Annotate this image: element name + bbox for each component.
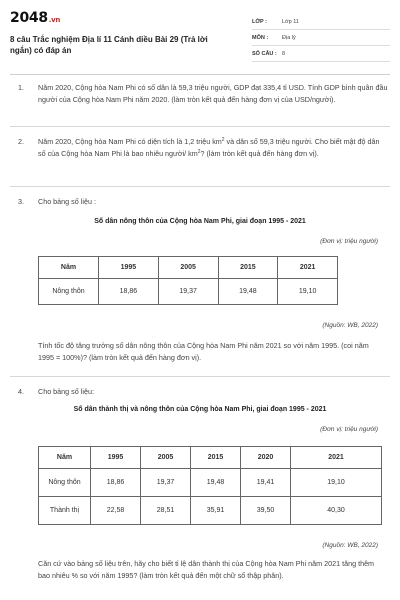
meta-row-subject (252, 30, 390, 46)
table-cell: 18,86 (99, 279, 159, 305)
urban-rural-population-table (38, 446, 382, 525)
question-3 (18, 196, 388, 208)
question-number: 2. (18, 137, 24, 146)
question-number: 3. (18, 197, 24, 206)
table-cell: 22,58 (91, 497, 141, 525)
question-number: 4. (18, 387, 24, 396)
rural-population-table (38, 256, 338, 305)
table-cell: 19,10 (291, 469, 382, 497)
table-cell: Nông thôn (39, 469, 91, 497)
table-header-cell: Năm (39, 447, 91, 469)
meta-row-grade (252, 14, 390, 30)
table-cell: Nông thôn (39, 279, 99, 305)
table-header-cell: 2015 (191, 447, 241, 469)
table-header-cell: 2021 (278, 257, 338, 279)
table-cell: 19,41 (241, 469, 291, 497)
table-header-cell: 2005 (158, 257, 218, 279)
table-row (39, 279, 338, 305)
superscript: 2 (221, 137, 225, 143)
question-intro: Cho bảng số liệu: (38, 387, 94, 396)
table-cell: 19,48 (191, 469, 241, 497)
table-cell: 19,37 (141, 469, 191, 497)
meta-box (252, 14, 390, 62)
table-header-cell: 2021 (291, 447, 382, 469)
table-header-row (39, 447, 382, 469)
table-header-cell: 2020 (241, 447, 291, 469)
logo-suffix: .vn (48, 16, 61, 24)
question-4 (18, 386, 388, 398)
table-cell: 19,37 (158, 279, 218, 305)
document-header (10, 10, 390, 70)
table-source: (Nguồn: WB, 2022) (322, 322, 378, 329)
meta-value: Địa lý (282, 34, 296, 41)
table-cell: 19,48 (218, 279, 278, 305)
table-cell: 19,10 (278, 279, 338, 305)
table-cell: Thành thị (39, 497, 91, 525)
table-cell: 39,50 (241, 497, 291, 525)
table-row (39, 497, 382, 525)
meta-value: Lớp 11 (282, 18, 299, 25)
meta-key: SỐ CÂU : (252, 50, 277, 57)
question-2 (18, 136, 388, 160)
table-cell: 40,30 (291, 497, 382, 525)
table-unit: (Đơn vị: triệu người) (320, 426, 378, 433)
table-cell: 28,51 (141, 497, 191, 525)
question-intro: Cho bảng số liệu : (38, 197, 96, 206)
table-header-cell: 1995 (99, 257, 159, 279)
meta-key: LỚP : (252, 18, 267, 25)
table-cell: 18,86 (91, 469, 141, 497)
table-header-cell: 2015 (218, 257, 278, 279)
question-text-part: ? (làm tròn kết quả đến hàng đơn vị). (200, 149, 319, 158)
meta-value: 8 (282, 50, 286, 57)
table-header-cell: Năm (39, 257, 99, 279)
table-header-row (39, 257, 338, 279)
table-source: (Nguồn: WB, 2022) (322, 542, 378, 549)
question-text: Năm 2020, Cộng hòa Nam Phi có số dân là 59,3 triệu người, GDP đạt 335,4 tỉ USD. Tính GDP bình quân đầu người của Cộng hòa Nam Phi năm 2020. (làm tròn kết quả đến hàng đơn vị của USD/người). (38, 83, 388, 104)
meta-key: MÔN : (252, 34, 269, 41)
logo-main: 2048 (10, 10, 48, 26)
question-divider (10, 126, 390, 127)
site-logo[interactable] (10, 10, 60, 26)
table-title: Số dân nông thôn của Cộng hòa Nam Phi, giai đoạn 1995 - 2021 (94, 218, 306, 225)
superscript: 2 (197, 149, 201, 155)
table-cell: 35,91 (191, 497, 241, 525)
question-3-prompt: Tính tốc độ tăng trưởng số dân nông thôn của Cộng hòa Nam Phi năm 2021 so với năm 1995. (coi năm 1995 = 100%)? (làm tròn kết quả đến hàng đơn vị). (38, 341, 369, 362)
table-header-cell: 2005 (141, 447, 191, 469)
document-title: 8 câu Trắc nghiệm Địa lí 11 Cánh diều Bài 29 (Trả lời ngắn) có đáp án (10, 35, 208, 55)
question-text-part: Năm 2020, Cộng hòa Nam Phi có diện tích là 1,2 triệu km (38, 137, 222, 146)
table-row (39, 469, 382, 497)
table-header-cell: 1995 (91, 447, 141, 469)
table-title: Số dân thành thị và nông thôn của Cộng hòa Nam Phi, giai đoạn 1995 - 2021 (73, 406, 327, 413)
meta-row-count (252, 46, 390, 62)
header-divider (10, 74, 390, 75)
question-divider (10, 186, 390, 187)
question-4-prompt: Căn cứ vào bảng số liệu trên, hãy cho biết tỉ lệ dân thành thị của Cộng hòa Nam Phi năm 2021 tăng thêm bao nhiêu % so với năm 1995? (làm tròn kết quả đến một chữ số thập phân). (38, 559, 375, 580)
question-1 (18, 82, 388, 106)
table-unit: (Đơn vị: triệu người) (320, 238, 378, 245)
question-number: 1. (18, 83, 24, 92)
question-text-part: và dân số 59,3 triệu người. Cho biết mật độ dân số của Cộng hòa Nam Phi là bao nhiêu người/ km (38, 137, 380, 158)
question-divider (10, 376, 390, 377)
question-text (38, 136, 388, 160)
